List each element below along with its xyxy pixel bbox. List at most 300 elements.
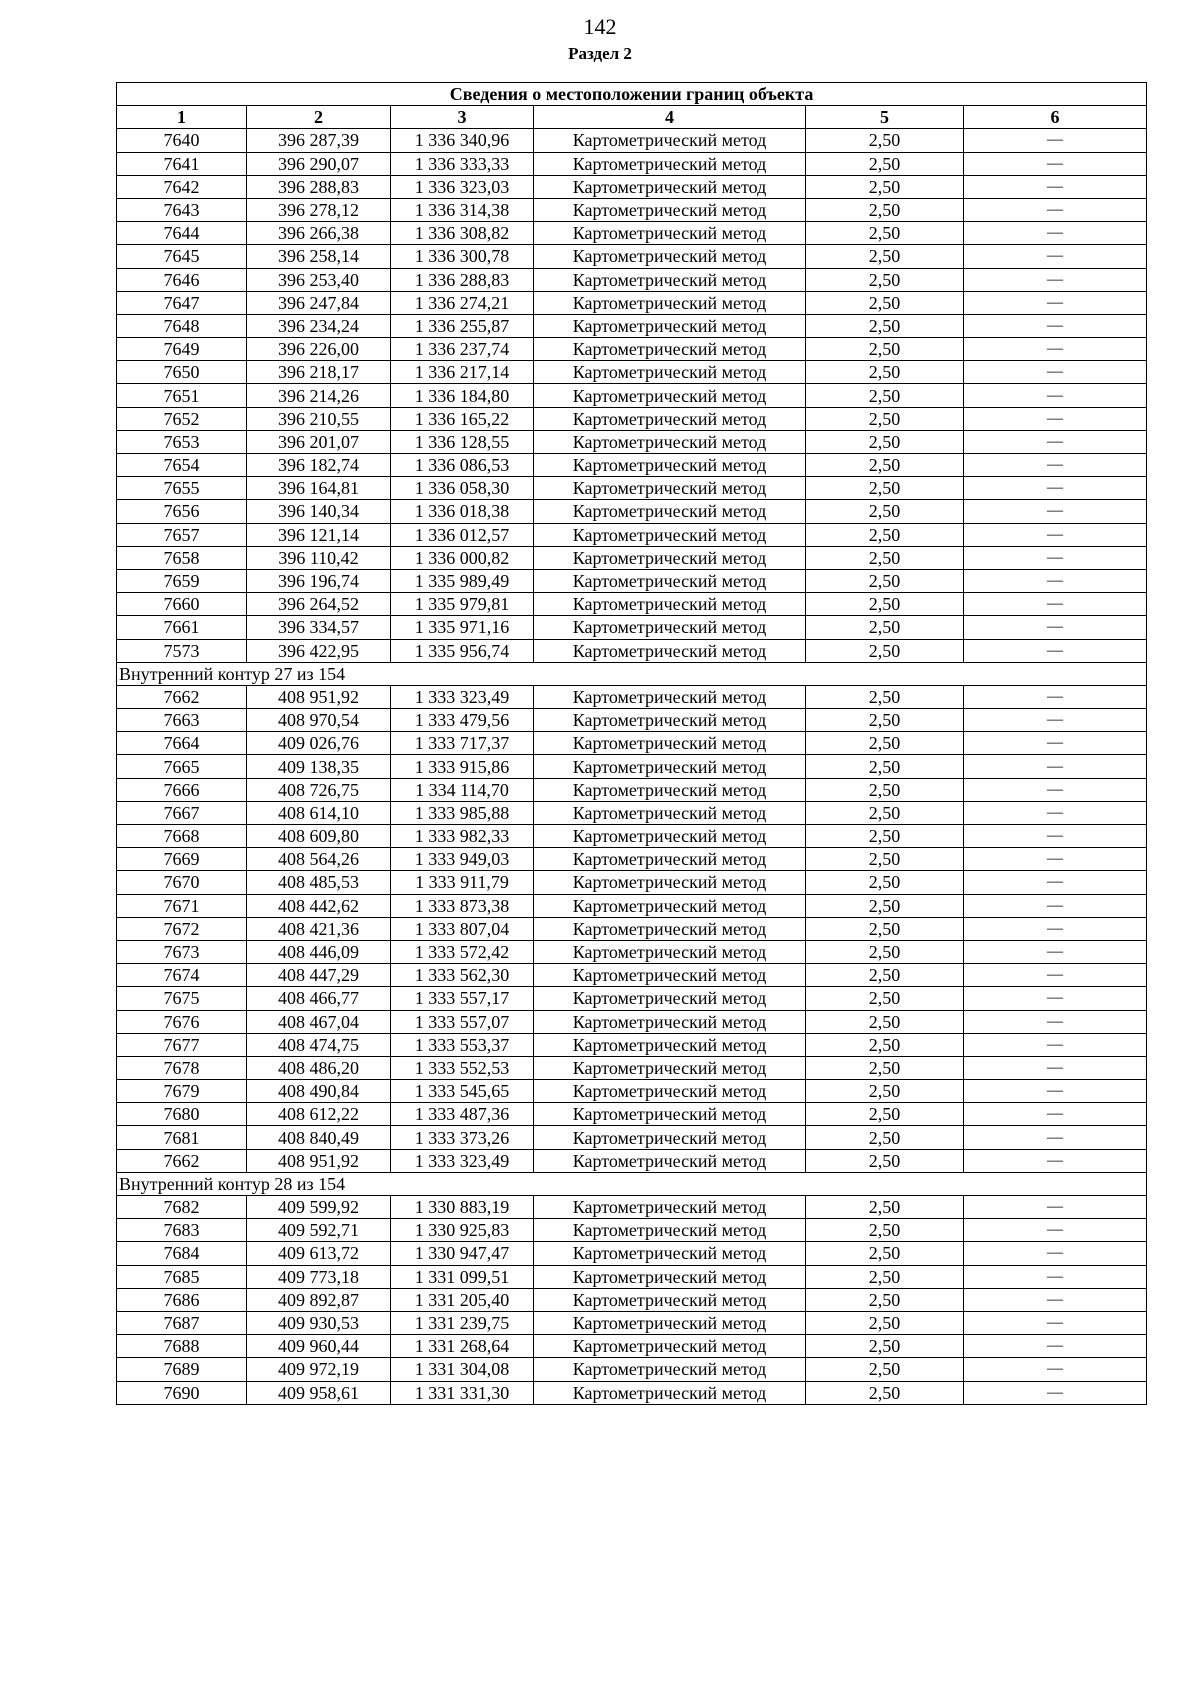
accuracy-cell: 2,50	[806, 894, 964, 917]
accuracy-cell: 2,50	[806, 755, 964, 778]
method-cell: Картометрический метод	[534, 500, 806, 523]
description-cell: —	[964, 454, 1147, 477]
method-cell: Картометрический метод	[534, 314, 806, 337]
method-cell: Картометрический метод	[534, 129, 806, 152]
coordinate-y-cell: 1 333 373,26	[391, 1126, 534, 1149]
coordinate-y-cell: 1 333 717,37	[391, 732, 534, 755]
table-row	[117, 1010, 1147, 1033]
method-cell: Картометрический метод	[534, 940, 806, 963]
coordinate-x-cell: 396 290,07	[247, 152, 391, 175]
coordinate-x-cell: 396 182,74	[247, 454, 391, 477]
point-number-cell: 7648	[117, 314, 247, 337]
coordinate-y-cell: 1 331 304,08	[391, 1358, 534, 1381]
section-title: Раздел 2	[568, 44, 632, 63]
accuracy-cell: 2,50	[806, 477, 964, 500]
coordinate-y-cell: 1 333 949,03	[391, 848, 534, 871]
point-number-cell: 7687	[117, 1311, 247, 1334]
method-cell: Картометрический метод	[534, 268, 806, 291]
method-cell: Картометрический метод	[534, 871, 806, 894]
table-row	[117, 477, 1147, 500]
description-cell: —	[964, 825, 1147, 848]
point-number-cell: 7652	[117, 407, 247, 430]
method-cell: Картометрический метод	[534, 291, 806, 314]
accuracy-cell: 2,50	[806, 616, 964, 639]
coordinate-y-cell: 1 330 947,47	[391, 1242, 534, 1265]
accuracy-cell: 2,50	[806, 1358, 964, 1381]
method-cell: Картометрический метод	[534, 546, 806, 569]
table-row	[117, 964, 1147, 987]
method-cell: Картометрический метод	[534, 454, 806, 477]
description-cell: —	[964, 268, 1147, 291]
column-header: 5	[806, 106, 964, 129]
method-cell: Картометрический метод	[534, 361, 806, 384]
method-cell: Картометрический метод	[534, 338, 806, 361]
coordinate-x-cell: 396 210,55	[247, 407, 391, 430]
coordinate-x-cell: 396 264,52	[247, 593, 391, 616]
table-row	[117, 1149, 1147, 1172]
description-cell: —	[964, 1335, 1147, 1358]
accuracy-cell: 2,50	[806, 1335, 964, 1358]
point-number-cell: 7688	[117, 1335, 247, 1358]
method-cell: Картометрический метод	[534, 1149, 806, 1172]
table-row	[117, 384, 1147, 407]
table-row	[117, 801, 1147, 824]
coordinate-x-cell: 409 960,44	[247, 1335, 391, 1358]
coordinate-y-cell: 1 336 340,96	[391, 129, 534, 152]
table-row	[117, 1103, 1147, 1126]
method-cell: Картометрический метод	[534, 1311, 806, 1334]
method-cell: Картометрический метод	[534, 245, 806, 268]
method-cell: Картометрический метод	[534, 778, 806, 801]
table-body	[117, 83, 1147, 1405]
table-row	[117, 1358, 1147, 1381]
method-cell: Картометрический метод	[534, 1080, 806, 1103]
coordinate-x-cell: 396 214,26	[247, 384, 391, 407]
contour-group-row	[117, 1172, 1147, 1195]
description-cell: —	[964, 732, 1147, 755]
method-cell: Картометрический метод	[534, 477, 806, 500]
description-cell: —	[964, 1242, 1147, 1265]
point-number-cell: 7674	[117, 964, 247, 987]
point-number-cell: 7655	[117, 477, 247, 500]
coordinate-x-cell: 408 485,53	[247, 871, 391, 894]
description-cell: —	[964, 338, 1147, 361]
coordinate-y-cell: 1 333 545,65	[391, 1080, 534, 1103]
point-number-cell: 7653	[117, 430, 247, 453]
accuracy-cell: 2,50	[806, 569, 964, 592]
table-row	[117, 338, 1147, 361]
point-number-cell: 7680	[117, 1103, 247, 1126]
coordinate-x-cell: 396 140,34	[247, 500, 391, 523]
method-cell: Картометрический метод	[534, 430, 806, 453]
method-cell: Картометрический метод	[534, 685, 806, 708]
coordinate-y-cell: 1 336 128,55	[391, 430, 534, 453]
point-number-cell: 7663	[117, 709, 247, 732]
method-cell: Картометрический метод	[534, 964, 806, 987]
method-cell: Картометрический метод	[534, 1010, 806, 1033]
coordinate-y-cell: 1 333 479,56	[391, 709, 534, 732]
description-cell: —	[964, 1149, 1147, 1172]
table-row	[117, 1033, 1147, 1056]
accuracy-cell: 2,50	[806, 384, 964, 407]
method-cell: Картометрический метод	[534, 569, 806, 592]
coordinate-x-cell: 408 970,54	[247, 709, 391, 732]
method-cell: Картометрический метод	[534, 523, 806, 546]
coordinate-x-cell: 408 421,36	[247, 917, 391, 940]
coordinate-y-cell: 1 336 288,83	[391, 268, 534, 291]
coordinate-x-cell: 409 592,71	[247, 1219, 391, 1242]
point-number-cell: 7670	[117, 871, 247, 894]
description-cell: —	[964, 848, 1147, 871]
method-cell: Картометрический метод	[534, 222, 806, 245]
accuracy-cell: 2,50	[806, 198, 964, 221]
table-row	[117, 1265, 1147, 1288]
table-row	[117, 917, 1147, 940]
coordinate-y-cell: 1 336 333,33	[391, 152, 534, 175]
table-row	[117, 222, 1147, 245]
coordinate-y-cell: 1 331 331,30	[391, 1381, 534, 1404]
point-number-cell: 7672	[117, 917, 247, 940]
method-cell: Картометрический метод	[534, 1265, 806, 1288]
table-row	[117, 361, 1147, 384]
method-cell: Картометрический метод	[534, 152, 806, 175]
table-row	[117, 291, 1147, 314]
description-cell: —	[964, 222, 1147, 245]
accuracy-cell: 2,50	[806, 1080, 964, 1103]
description-cell: —	[964, 407, 1147, 430]
point-number-cell: 7678	[117, 1056, 247, 1079]
table-row	[117, 454, 1147, 477]
table-row	[117, 894, 1147, 917]
description-cell: —	[964, 1033, 1147, 1056]
method-cell: Картометрический метод	[534, 593, 806, 616]
description-cell: —	[964, 1103, 1147, 1126]
point-number-cell: 7685	[117, 1265, 247, 1288]
accuracy-cell: 2,50	[806, 1033, 964, 1056]
method-cell: Картометрический метод	[534, 709, 806, 732]
table-row	[117, 685, 1147, 708]
point-number-cell: 7679	[117, 1080, 247, 1103]
table-row	[117, 546, 1147, 569]
table-row	[117, 1288, 1147, 1311]
point-number-cell: 7664	[117, 732, 247, 755]
table-row	[117, 848, 1147, 871]
coordinate-x-cell: 396 164,81	[247, 477, 391, 500]
coordinate-y-cell: 1 336 308,82	[391, 222, 534, 245]
accuracy-cell: 2,50	[806, 1149, 964, 1172]
coordinate-x-cell: 396 266,38	[247, 222, 391, 245]
table-row	[117, 129, 1147, 152]
accuracy-cell: 2,50	[806, 848, 964, 871]
accuracy-cell: 2,50	[806, 222, 964, 245]
description-cell: —	[964, 801, 1147, 824]
accuracy-cell: 2,50	[806, 1196, 964, 1219]
point-number-cell: 7689	[117, 1358, 247, 1381]
coordinate-x-cell: 409 138,35	[247, 755, 391, 778]
accuracy-cell: 2,50	[806, 871, 964, 894]
table-row	[117, 500, 1147, 523]
point-number-cell: 7658	[117, 546, 247, 569]
accuracy-cell: 2,50	[806, 1056, 964, 1079]
coordinate-x-cell: 396 110,42	[247, 546, 391, 569]
table-row	[117, 709, 1147, 732]
description-cell: —	[964, 291, 1147, 314]
table-row	[117, 755, 1147, 778]
point-number-cell: 7669	[117, 848, 247, 871]
point-number-cell: 7666	[117, 778, 247, 801]
accuracy-cell: 2,50	[806, 1103, 964, 1126]
method-cell: Картометрический метод	[534, 732, 806, 755]
accuracy-cell: 2,50	[806, 778, 964, 801]
description-cell: —	[964, 1219, 1147, 1242]
coordinate-x-cell: 408 490,84	[247, 1080, 391, 1103]
point-number-cell: 7654	[117, 454, 247, 477]
coordinate-y-cell: 1 333 557,17	[391, 987, 534, 1010]
coordinate-y-cell: 1 336 184,80	[391, 384, 534, 407]
coordinate-y-cell: 1 333 562,30	[391, 964, 534, 987]
coordinate-x-cell: 409 599,92	[247, 1196, 391, 1219]
coordinate-y-cell: 1 333 982,33	[391, 825, 534, 848]
method-cell: Картометрический метод	[534, 1103, 806, 1126]
coordinate-x-cell: 408 612,22	[247, 1103, 391, 1126]
point-number-cell: 7676	[117, 1010, 247, 1033]
accuracy-cell: 2,50	[806, 1242, 964, 1265]
coordinate-y-cell: 1 333 873,38	[391, 894, 534, 917]
method-cell: Картометрический метод	[534, 1196, 806, 1219]
coordinate-y-cell: 1 336 314,38	[391, 198, 534, 221]
description-cell: —	[964, 1265, 1147, 1288]
description-cell: —	[964, 569, 1147, 592]
point-number-cell: 7656	[117, 500, 247, 523]
coordinate-x-cell: 408 467,04	[247, 1010, 391, 1033]
table-row	[117, 569, 1147, 592]
method-cell: Картометрический метод	[534, 987, 806, 1010]
accuracy-cell: 2,50	[806, 500, 964, 523]
table-caption-row	[117, 83, 1147, 106]
table-row	[117, 430, 1147, 453]
coordinate-y-cell: 1 336 274,21	[391, 291, 534, 314]
point-number-cell: 7675	[117, 987, 247, 1010]
coordinate-x-cell: 396 278,12	[247, 198, 391, 221]
method-cell: Картометрический метод	[534, 1288, 806, 1311]
accuracy-cell: 2,50	[806, 1219, 964, 1242]
table-row	[117, 1196, 1147, 1219]
coordinate-y-cell: 1 331 268,64	[391, 1335, 534, 1358]
column-header: 4	[534, 106, 806, 129]
point-number-cell: 7667	[117, 801, 247, 824]
description-cell: —	[964, 175, 1147, 198]
method-cell: Картометрический метод	[534, 1335, 806, 1358]
coordinate-y-cell: 1 336 237,74	[391, 338, 534, 361]
description-cell: —	[964, 384, 1147, 407]
description-cell: —	[964, 1056, 1147, 1079]
accuracy-cell: 2,50	[806, 964, 964, 987]
contour-group-label: Внутренний контур 27 из 154	[117, 662, 1147, 685]
page-number: 142	[583, 14, 617, 39]
coordinate-x-cell: 408 486,20	[247, 1056, 391, 1079]
coordinate-x-cell: 396 287,39	[247, 129, 391, 152]
accuracy-cell: 2,50	[806, 268, 964, 291]
coordinate-y-cell: 1 334 114,70	[391, 778, 534, 801]
point-number-cell: 7660	[117, 593, 247, 616]
method-cell: Картометрический метод	[534, 1219, 806, 1242]
description-cell: —	[964, 593, 1147, 616]
contour-group-row	[117, 662, 1147, 685]
point-number-cell: 7686	[117, 1288, 247, 1311]
coordinate-x-cell: 396 247,84	[247, 291, 391, 314]
point-number-cell: 7646	[117, 268, 247, 291]
coordinate-x-cell: 396 201,07	[247, 430, 391, 453]
table-row	[117, 940, 1147, 963]
point-number-cell: 7662	[117, 1149, 247, 1172]
method-cell: Картометрический метод	[534, 1358, 806, 1381]
table-row	[117, 198, 1147, 221]
accuracy-cell: 2,50	[806, 987, 964, 1010]
accuracy-cell: 2,50	[806, 685, 964, 708]
coordinate-y-cell: 1 335 989,49	[391, 569, 534, 592]
description-cell: —	[964, 1311, 1147, 1334]
coordinate-x-cell: 408 474,75	[247, 1033, 391, 1056]
method-cell: Картометрический метод	[534, 1126, 806, 1149]
method-cell: Картометрический метод	[534, 801, 806, 824]
coordinates-table	[116, 82, 1147, 1405]
method-cell: Картометрический метод	[534, 894, 806, 917]
description-cell: —	[964, 1080, 1147, 1103]
coordinate-y-cell: 1 333 557,07	[391, 1010, 534, 1033]
description-cell: —	[964, 198, 1147, 221]
table-row	[117, 152, 1147, 175]
coordinate-y-cell: 1 336 323,03	[391, 175, 534, 198]
point-number-cell: 7661	[117, 616, 247, 639]
accuracy-cell: 2,50	[806, 732, 964, 755]
accuracy-cell: 2,50	[806, 940, 964, 963]
coordinate-x-cell: 409 930,53	[247, 1311, 391, 1334]
coordinate-y-cell: 1 333 985,88	[391, 801, 534, 824]
point-number-cell: 7649	[117, 338, 247, 361]
method-cell: Картометрический метод	[534, 407, 806, 430]
method-cell: Картометрический метод	[534, 917, 806, 940]
table-row	[117, 987, 1147, 1010]
accuracy-cell: 2,50	[806, 1010, 964, 1033]
description-cell: —	[964, 1126, 1147, 1149]
accuracy-cell: 2,50	[806, 314, 964, 337]
description-cell: —	[964, 152, 1147, 175]
coordinate-x-cell: 408 447,29	[247, 964, 391, 987]
column-header: 6	[964, 106, 1147, 129]
point-number-cell: 7657	[117, 523, 247, 546]
coordinate-x-cell: 408 442,62	[247, 894, 391, 917]
method-cell: Картометрический метод	[534, 616, 806, 639]
coordinate-x-cell: 396 196,74	[247, 569, 391, 592]
point-number-cell: 7665	[117, 755, 247, 778]
point-number-cell: 7671	[117, 894, 247, 917]
point-number-cell: 7641	[117, 152, 247, 175]
description-cell: —	[964, 987, 1147, 1010]
coordinate-y-cell: 1 336 012,57	[391, 523, 534, 546]
coordinate-x-cell: 409 773,18	[247, 1265, 391, 1288]
coordinate-x-cell: 409 972,19	[247, 1358, 391, 1381]
description-cell: —	[964, 616, 1147, 639]
table-row	[117, 1242, 1147, 1265]
description-cell: —	[964, 1010, 1147, 1033]
description-cell: —	[964, 129, 1147, 152]
coordinate-x-cell: 409 958,61	[247, 1381, 391, 1404]
table-row	[117, 732, 1147, 755]
point-number-cell: 7573	[117, 639, 247, 662]
coordinate-y-cell: 1 336 255,87	[391, 314, 534, 337]
coordinate-x-cell: 408 609,80	[247, 825, 391, 848]
table-row	[117, 175, 1147, 198]
description-cell: —	[964, 894, 1147, 917]
accuracy-cell: 2,50	[806, 825, 964, 848]
accuracy-cell: 2,50	[806, 152, 964, 175]
point-number-cell: 7640	[117, 129, 247, 152]
contour-group-label: Внутренний контур 28 из 154	[117, 1172, 1147, 1195]
method-cell: Картометрический метод	[534, 1033, 806, 1056]
coordinate-x-cell: 408 840,49	[247, 1126, 391, 1149]
coordinate-x-cell: 408 951,92	[247, 685, 391, 708]
column-header: 3	[391, 106, 534, 129]
column-header: 1	[117, 106, 247, 129]
accuracy-cell: 2,50	[806, 593, 964, 616]
coordinate-y-cell: 1 333 911,79	[391, 871, 534, 894]
description-cell: —	[964, 245, 1147, 268]
method-cell: Картометрический метод	[534, 198, 806, 221]
accuracy-cell: 2,50	[806, 430, 964, 453]
method-cell: Картометрический метод	[534, 1242, 806, 1265]
point-number-cell: 7642	[117, 175, 247, 198]
table-row	[117, 1335, 1147, 1358]
accuracy-cell: 2,50	[806, 523, 964, 546]
table-row	[117, 778, 1147, 801]
coordinate-x-cell: 408 466,77	[247, 987, 391, 1010]
coordinate-x-cell: 396 288,83	[247, 175, 391, 198]
coordinate-x-cell: 408 564,26	[247, 848, 391, 871]
table-row	[117, 1126, 1147, 1149]
method-cell: Картометрический метод	[534, 384, 806, 407]
accuracy-cell: 2,50	[806, 291, 964, 314]
description-cell: —	[964, 1358, 1147, 1381]
table-row	[117, 1080, 1147, 1103]
table-row	[117, 1219, 1147, 1242]
coordinate-y-cell: 1 331 099,51	[391, 1265, 534, 1288]
coordinate-y-cell: 1 333 915,86	[391, 755, 534, 778]
table-row	[117, 407, 1147, 430]
description-cell: —	[964, 523, 1147, 546]
accuracy-cell: 2,50	[806, 1265, 964, 1288]
coordinate-y-cell: 1 330 883,19	[391, 1196, 534, 1219]
method-cell: Картометрический метод	[534, 175, 806, 198]
method-cell: Картометрический метод	[534, 825, 806, 848]
point-number-cell: 7643	[117, 198, 247, 221]
table-caption: Сведения о местоположении границ объекта	[117, 83, 1147, 106]
table-row	[117, 593, 1147, 616]
description-cell: —	[964, 430, 1147, 453]
table-row	[117, 268, 1147, 291]
coordinate-y-cell: 1 331 205,40	[391, 1288, 534, 1311]
point-number-cell: 7673	[117, 940, 247, 963]
accuracy-cell: 2,50	[806, 361, 964, 384]
description-cell: —	[964, 314, 1147, 337]
point-number-cell: 7650	[117, 361, 247, 384]
accuracy-cell: 2,50	[806, 1288, 964, 1311]
accuracy-cell: 2,50	[806, 338, 964, 361]
accuracy-cell: 2,50	[806, 129, 964, 152]
coordinate-y-cell: 1 330 925,83	[391, 1219, 534, 1242]
point-number-cell: 7681	[117, 1126, 247, 1149]
description-cell: —	[964, 1381, 1147, 1404]
accuracy-cell: 2,50	[806, 175, 964, 198]
